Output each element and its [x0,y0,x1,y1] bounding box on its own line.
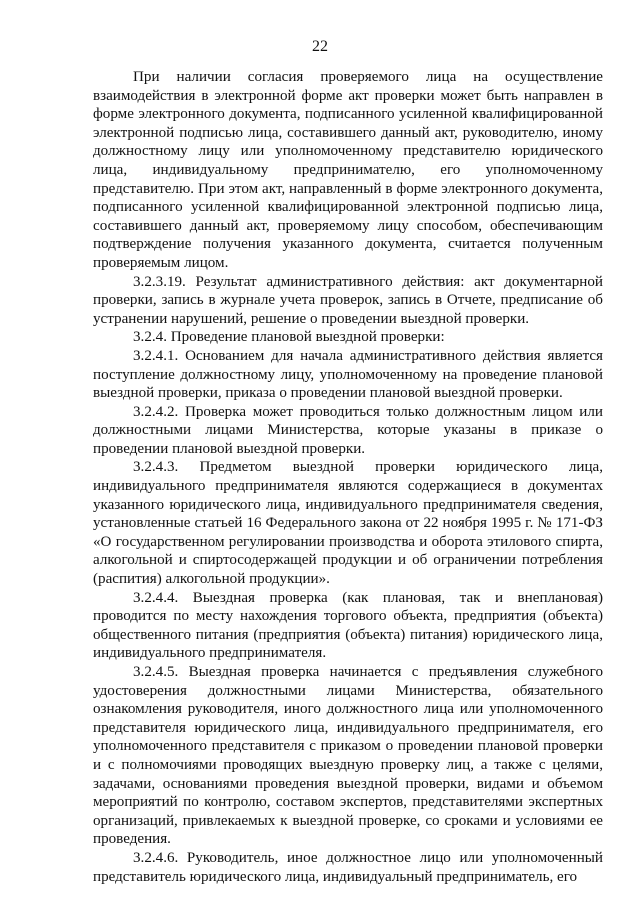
paragraph-3-2-4-2: 3.2.4.2. Проверка может проводиться только должностным лицом или должностными лицами Министерства, которые указаны в приказе о проведении плановой выездной проверки. [93,403,603,457]
paragraph-3-2-4-1: 3.2.4.1. Основанием для начала административного действия является поступление должностному лицу, уполномоченному на проведение плановой выездной проверки, приказа о проведении плановой выездной проверки. [93,347,603,402]
paragraph-3-2-4-6: 3.2.4.6. Руководитель, иное должностное лицо или уполномоченный представитель юридического лица, индивидуальный предприниматель, его [93,849,603,885]
paragraph-3-2-4-heading: 3.2.4. Проведение плановой выездной проверки: [133,329,445,346]
document-body [93,68,603,886]
page-number: 22 [312,38,328,55]
paragraph-3-2-4-4: 3.2.4.4. Выездная проверка (как плановая, так и внеплановая) проводится по месту нахождения торгового объекта, предприятия (объекта) общественного питания (предприятия (объекта) питания) юридического лица, индивидуального предпринимателя. [93,589,603,662]
paragraph-3-2-4-5: 3.2.4.5. Выездная проверка начинается с предъявления служебного удостоверения должностными лицами Министерства, обязательного ознакомления руководителя, иного должностного лица или уполномоченного представителя юридического лица, индивидуального предпринимателя, его уполномоченного представителя с приказом о проведении плановой проверки и с полномочиями проводящих выездную проверку лиц, а также с целями, задачами, основаниями проведения выездной проверки, видами и объемом мероприятий по контролю, составом экспертов, представителями экспертных организаций, привлекаемых к выездной проверке, со сроками и условиями ее проведения. [93,664,603,848]
paragraph-3-2-4-3: 3.2.4.3. Предметом выездной проверки юридического лица, индивидуального предпринимателя являются содержащиеся в документах указанного юридического лица, индивидуального предпринимателя сведения, установленные статьей 16 Федерального закона от 22 ноября 1995 г. № 171-ФЗ «О государственном регулировании производства и оборота этилового спирта, алкогольной и спиртосодержащей продукции и об ограничении потребления (распития) алкогольной продукции». [93,459,603,588]
paragraph-electronic-act-delivery: При наличии согласия проверяемого лица на осуществление взаимодействия в электронной форме акт проверки может быть направлен в форме электронного документа, подписанного усиленной квалифицированной электронной подписью лица, составившего данный акт, руководителю, иному должностному лицу или уполномоченному представителю юридического лица, индивидуальному предпринимателю, его уполномоченному представителю. При этом акт, направленный в форме электронного документа, подписанного усиленной квалифицированной электронной подписью лица, составившего данный акт, проверяемому лицу способом, обеспечивающим подтверждение получения указанного документа, считается полученным проверяемым лицом. [93,69,603,271]
paragraph-3-2-3-19: 3.2.3.19. Результат административного действия: акт документарной проверки, запись в журнале учета проверок, запись в Отчете, предписание об устранении нарушений, решение о проведении выездной проверки. [93,273,603,327]
